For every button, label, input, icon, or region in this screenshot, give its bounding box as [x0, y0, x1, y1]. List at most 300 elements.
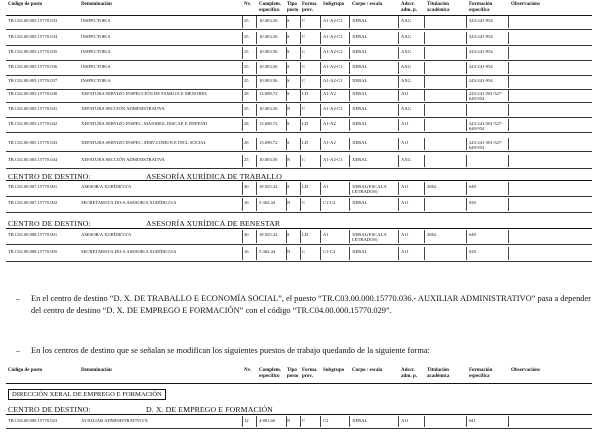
column-divider [300, 247, 301, 260]
row-rule [6, 29, 592, 30]
column-divider [320, 182, 321, 195]
cell-tipo: N [287, 157, 291, 162]
cell-complemento: 13.698,72 [259, 91, 278, 96]
header-codigo: Código de posto [8, 368, 43, 373]
cell-complemento: 5.362,44 [259, 249, 276, 254]
cell-codigo: TR.C02.00.005.15770.042 [8, 121, 58, 126]
column-divider [256, 104, 257, 116]
column-divider [320, 76, 321, 88]
column-divider [242, 89, 243, 101]
column-divider [349, 62, 350, 74]
cell-tipo: S [287, 18, 290, 23]
header-forma: Forma prov. [302, 2, 317, 13]
cell-subgrupo: C1-C2 [323, 249, 336, 254]
cell-codigo: TR.C02.00.005.15770.040 [8, 91, 58, 96]
column-divider [320, 47, 321, 59]
column-divider [349, 182, 350, 195]
cell-adscricion: AXG [401, 157, 411, 162]
column-divider [424, 198, 425, 211]
cell-complemento: 18.025,32 [259, 232, 278, 237]
cell-adscricion: AXG [401, 106, 411, 111]
cell-formacion: 243-241-954 [469, 64, 493, 69]
column-divider [256, 76, 257, 88]
column-divider [242, 32, 243, 44]
cell-subgrupo: C2 [323, 418, 329, 423]
header-titulacion: Titulación académica [427, 2, 450, 13]
column-divider [466, 119, 467, 131]
section-label: CENTRO DE DESTINO: [8, 219, 91, 228]
column-divider [466, 230, 467, 243]
cell-codigo: TR.C02.00.005.15770.041 [8, 106, 58, 111]
column-divider [508, 119, 509, 131]
column-divider [398, 416, 399, 427]
cell-codigo: TR.C02.00.005.15770.044 [8, 157, 58, 162]
column-divider [256, 89, 257, 101]
column-divider [286, 155, 287, 167]
column-divider [466, 76, 467, 88]
cell-formacion: 641 [469, 418, 476, 423]
cell-corpo: XERAL [352, 157, 368, 162]
cell-codigo: TR.C02.00.005.15770.035 [8, 49, 58, 54]
cell-tipo: S [287, 184, 290, 189]
header-subgrupo: Subgrupo [323, 368, 345, 373]
column-divider [256, 198, 257, 211]
column-divider [300, 198, 301, 211]
column-divider [256, 62, 257, 74]
cell-adscricion: A11 [401, 121, 409, 126]
cell-nivel: 28 [244, 91, 249, 96]
bullet-dash: – [16, 294, 21, 303]
cell-forma: LD [302, 184, 309, 189]
cell-formacion: 243-241-501-527-640-954 [469, 121, 503, 131]
cell-formacion: 243-241-954 [469, 78, 493, 83]
cell-subgrupo: A1-A2-C1 [323, 157, 343, 162]
column-divider [466, 32, 467, 44]
cell-tipo: N [287, 106, 291, 111]
cell-tipo: S [287, 34, 290, 39]
paragraph-2 [16, 345, 601, 357]
cell-nivel: 25 [244, 18, 249, 23]
column-divider [398, 32, 399, 44]
cell-corpo: XERAL(ESCALA LETRADOS) [352, 184, 387, 194]
column-divider [300, 89, 301, 101]
header-nivel: Nv. [244, 368, 252, 373]
cell-complemento: 13.698,72 [259, 140, 278, 145]
section-name: ASESORÍA XURÍDICA DE TRABALLO [146, 172, 282, 181]
column-divider [320, 32, 321, 44]
column-divider [286, 47, 287, 59]
cell-denominacion: XEFATURA SECCIÓN ADMINISTRATIVA [81, 157, 165, 162]
column-divider [320, 62, 321, 74]
header-nivel: Nv. [244, 2, 252, 7]
column-divider [398, 89, 399, 101]
column-divider [424, 89, 425, 101]
column-divider [242, 155, 243, 167]
column-divider [466, 182, 467, 195]
cell-formacion: 243-241-501-527-640-954 [469, 140, 503, 150]
cell-codigo: TR.C02.00.007.15770.001 [8, 184, 58, 189]
cell-adscricion: A11 [401, 200, 409, 205]
table-row [0, 154, 615, 168]
cell-subgrupo: A1 [323, 232, 329, 237]
header-rule-bottom [6, 383, 592, 384]
column-divider [424, 16, 425, 28]
column-divider [466, 247, 467, 260]
table-row [0, 61, 615, 75]
paragraph-1 [16, 293, 601, 316]
column-divider [466, 47, 467, 59]
cell-complemento: 10.003,56 [259, 64, 278, 69]
cell-tipo: S [287, 232, 290, 237]
cell-subgrupo: A1-A2 [323, 140, 336, 145]
column-divider [349, 47, 350, 59]
cell-codigo: TR.C02.00.008.15770.001 [8, 232, 58, 237]
cell-denominacion: XEFATURA SERVIZO INSPECCIÓN DE FAMILIA E MENORES [81, 91, 207, 96]
column-divider [300, 76, 301, 88]
column-divider [508, 62, 509, 74]
cell-tipo: N [287, 249, 291, 254]
column-divider [320, 138, 321, 150]
header-tipo: Tipo posto [287, 2, 299, 13]
cell-corpo: XERAL [352, 64, 368, 69]
cell-complemento: 10.003,56 [259, 49, 278, 54]
cell-tipo: S [287, 78, 290, 83]
table-row [0, 229, 615, 244]
cell-adscricion: AXG [401, 34, 411, 39]
column-divider [424, 247, 425, 260]
cell-complemento: 10.003,56 [259, 18, 278, 23]
cell-subgrupo: A1-A2 [323, 91, 336, 96]
cell-adscricion: AXG [401, 78, 411, 83]
column-divider [349, 104, 350, 116]
column-divider [508, 32, 509, 44]
paragraph-text: En el centro de destino “D. X. DE TRABALLO E ECONOMÍA SOCIAL”, el puesto “TR.C03.00.000.15770.036.- AUXILIAR ADMINISTRATIVO” pasa a depender del centro de destino “D. X. DE EMPREGO E FORMACIÓN” con el código “TR.C04.00.000.15770.029”. [31, 294, 591, 315]
cell-denominacion: INSPECTOR/A [81, 34, 111, 39]
column-divider [286, 198, 287, 211]
cell-adscricion: A11 [401, 418, 409, 423]
cell-complemento: 10.003,56 [259, 157, 278, 162]
cell-subgrupo: A1-A2-C1 [323, 18, 343, 23]
row-rule [6, 428, 592, 429]
cell-forma: C [302, 78, 306, 83]
column-divider [320, 155, 321, 167]
column-divider [424, 32, 425, 44]
cell-complemento: 13.698,72 [259, 121, 278, 126]
column-divider [242, 119, 243, 131]
cell-tipo: S [287, 91, 290, 96]
column-divider [286, 89, 287, 101]
cell-formacion: 243-241-954 [469, 34, 493, 39]
cell-denominacion: SECRETARIO/A DO/A ASESOR/A XURÍDICO/A [81, 200, 177, 205]
header-codigo: Código de posto [8, 2, 43, 7]
cell-forma: LD [302, 121, 309, 126]
column-divider [286, 32, 287, 44]
cell-tipo: S [287, 140, 290, 145]
cell-complemento: 4.881,60 [259, 418, 276, 423]
column-divider [466, 16, 467, 28]
column-divider [424, 230, 425, 243]
cell-corpo: XERAL [352, 78, 368, 83]
column-divider [508, 76, 509, 88]
cell-forma: C [302, 106, 306, 111]
cell-denominacion: SECRETARIO/A DO/A ASESOR/A XURÍDICO/A [81, 249, 177, 254]
cell-nivel: 28 [244, 140, 249, 145]
column-divider [320, 416, 321, 427]
cell-corpo: XERAL [352, 418, 368, 423]
cell-forma: C [302, 34, 306, 39]
cell-denominacion: ASESOR/A XURÍDICO/A [81, 184, 132, 189]
column-divider [286, 416, 287, 427]
cell-titulacion: 2062 [427, 184, 437, 189]
boxed-section-title: DIRECCIÓN XERAL DE EMPREGO E FORMACIÓN [8, 389, 166, 400]
header-corpo: Corpo / escala [352, 368, 383, 373]
cell-codigo: TR.C02.00.005.15770.034 [8, 34, 58, 39]
paragraph-text: En los centros de destino que se señalan se modifican los siguientes puestos de trabajo quedando de la siguiente forma: [31, 346, 430, 355]
column-divider [242, 138, 243, 150]
column-divider [242, 104, 243, 116]
cell-adscricion: A11 [401, 140, 409, 145]
row-rule [6, 212, 592, 213]
column-divider [466, 198, 467, 211]
cell-nivel: 25 [244, 106, 249, 111]
column-divider [256, 182, 257, 195]
column-divider [286, 62, 287, 74]
row-rule [6, 168, 592, 169]
cell-adscricion: A11 [401, 91, 409, 96]
section-benestar [8, 219, 280, 228]
column-divider [349, 155, 350, 167]
cell-denominacion: XEFATURA SERVIZO INSPEC. SERV.COMUN E INCL SOCIAL [81, 140, 207, 145]
column-divider [424, 62, 425, 74]
cell-adscricion: AXG [401, 64, 411, 69]
column-divider [256, 16, 257, 28]
column-divider [300, 416, 301, 427]
row-rule [6, 132, 592, 133]
cell-subgrupo: C1-C2 [323, 200, 336, 205]
cell-codigo: TR.C02.00.007.15770.002 [8, 200, 58, 205]
column-divider [398, 76, 399, 88]
column-divider [242, 182, 243, 195]
column-divider [320, 119, 321, 131]
cell-corpo: XERAL [352, 106, 368, 111]
cell-nivel: 25 [244, 64, 249, 69]
column-divider [256, 47, 257, 59]
cell-subgrupo: A1-A2-C1 [323, 78, 343, 83]
header-denominacion: Denominación [81, 368, 112, 373]
column-divider [286, 247, 287, 260]
header-formacion: Formación específica [469, 2, 493, 13]
table-row [0, 137, 615, 151]
cell-nivel: 25 [244, 78, 249, 83]
cell-adscricion: AXG [401, 49, 411, 54]
column-divider [300, 104, 301, 116]
cell-forma: C [302, 249, 306, 254]
cell-nivel: 16 [244, 249, 249, 254]
cell-nivel: 25 [244, 34, 249, 39]
column-divider [286, 230, 287, 243]
column-divider [424, 138, 425, 150]
cell-forma: C [302, 200, 306, 205]
column-divider [349, 76, 350, 88]
column-divider [300, 47, 301, 59]
column-divider [398, 138, 399, 150]
header-observacions: Observacións [511, 368, 540, 373]
column-divider [300, 138, 301, 150]
column-divider [466, 104, 467, 116]
column-divider [508, 138, 509, 150]
cell-corpo: XERAL [352, 34, 368, 39]
column-divider [466, 155, 467, 167]
column-divider [349, 119, 350, 131]
cell-corpo: XERAL [352, 18, 368, 23]
column-divider [242, 247, 243, 260]
cell-complemento: 10.003,56 [259, 78, 278, 83]
column-divider [256, 138, 257, 150]
column-divider [300, 155, 301, 167]
column-divider [320, 247, 321, 260]
column-divider [349, 32, 350, 44]
column-divider [242, 16, 243, 28]
column-divider [508, 47, 509, 59]
column-divider [349, 247, 350, 260]
header-adscr: Adscr. adm. p. [401, 368, 417, 379]
column-divider [349, 230, 350, 243]
cell-tipo: N [287, 418, 291, 423]
column-divider [508, 416, 509, 427]
cell-forma: LD [302, 140, 309, 145]
cell-corpo: XERAL [352, 140, 368, 145]
cell-corpo: XERAL [352, 91, 368, 96]
header-corpo: Corpo / escala [352, 2, 383, 7]
column-divider [398, 230, 399, 243]
cell-formacion: 020 [469, 249, 476, 254]
column-divider [508, 89, 509, 101]
table-row [0, 197, 615, 212]
cell-codigo: TR.C02.00.005.15770.037 [8, 78, 58, 83]
column-divider [508, 16, 509, 28]
column-divider [349, 16, 350, 28]
column-divider [508, 104, 509, 116]
column-divider [466, 138, 467, 150]
cell-complemento: 18.025,32 [259, 184, 278, 189]
cell-formacion: 243-241-954 [469, 49, 493, 54]
cell-nivel: 16 [244, 200, 249, 205]
cell-tipo: S [287, 64, 290, 69]
column-divider [286, 16, 287, 28]
cell-tipo: S [287, 49, 290, 54]
cell-nivel: 12 [244, 418, 249, 423]
cell-forma: C [302, 418, 306, 423]
cell-nivel: 25 [244, 49, 249, 54]
cell-complemento: 5.362,44 [259, 200, 276, 205]
table-row [0, 103, 615, 117]
cell-complemento: 10.003,56 [259, 34, 278, 39]
cell-complemento: 10.003,56 [259, 106, 278, 111]
column-divider [398, 47, 399, 59]
column-divider [349, 198, 350, 211]
cell-titulacion: 2062 [427, 232, 437, 237]
column-divider [242, 76, 243, 88]
cell-subgrupo: A1-A2-C1 [323, 64, 343, 69]
cell-denominacion: XEFATURA SERVIZO INSPEC. MAIORES, DISCAP. E DEPEND [81, 121, 208, 126]
table-row [0, 246, 615, 261]
column-divider [398, 119, 399, 131]
column-divider [300, 32, 301, 44]
cell-denominacion: ASESOR/A XURÍDICO/A [81, 232, 132, 237]
header-tipo: Tipo posto [287, 368, 299, 379]
header-complem: Complem. específico [259, 368, 282, 379]
cell-subgrupo: A1-A2-C1 [323, 34, 343, 39]
column-divider [242, 62, 243, 74]
column-divider [286, 182, 287, 195]
section-label: CENTRO DE DESTINO: [8, 405, 91, 414]
table-row [0, 46, 615, 60]
header-adscr: Adscr. adm. p. [401, 2, 417, 13]
table-row [0, 415, 615, 428]
header-subgrupo: Subgrupo [323, 2, 345, 7]
cell-corpo: XERAL [352, 121, 368, 126]
cell-tipo: N [287, 200, 291, 205]
column-divider [320, 198, 321, 211]
cell-codigo: TR.C02.00.008.15770.005 [8, 249, 58, 254]
cell-subgrupo: A1-A2 [323, 121, 336, 126]
cell-corpo: XERAL [352, 49, 368, 54]
table-row [0, 118, 615, 132]
column-divider [320, 16, 321, 28]
column-divider [508, 155, 509, 167]
cell-adscricion: A11 [401, 249, 409, 254]
section-name: D. X. DE EMPREGO E FORMACIÓN [146, 405, 273, 414]
section-label: CENTRO DE DESTINO: [8, 172, 91, 181]
cell-denominacion: INSPECTOR/A [81, 78, 111, 83]
cell-subgrupo: A1 [323, 184, 329, 189]
header-complem: Complem. específico [259, 2, 282, 13]
column-divider [256, 32, 257, 44]
cell-nivel: 28 [244, 121, 249, 126]
cell-denominacion: INSPECTOR/A [81, 49, 111, 54]
section-name: ASESORÍA XURÍDICA DE BENESTAR [146, 219, 281, 228]
column-divider [466, 89, 467, 101]
row-rule [6, 151, 592, 152]
cell-codigo: TR.C02.00.005.15770.043 [8, 140, 58, 145]
column-divider [508, 182, 509, 195]
cell-corpo: XERAL(ESCALA LETRADOS) [352, 232, 387, 242]
table-row [0, 88, 615, 102]
cell-denominacion: XEFATURA SECCIÓN ADMINISTRATIVA [81, 106, 165, 111]
row-rule [6, 244, 592, 245]
column-divider [424, 47, 425, 59]
column-divider [424, 104, 425, 116]
column-divider [256, 119, 257, 131]
column-divider [242, 198, 243, 211]
cell-formacion: 640 [469, 232, 476, 237]
column-divider [300, 16, 301, 28]
column-divider [320, 89, 321, 101]
header-forma: Forma prov. [302, 368, 317, 379]
column-divider [349, 416, 350, 427]
column-divider [320, 104, 321, 116]
cell-subgrupo: A1-A2-C1 [323, 49, 343, 54]
cell-formacion: 243-241-954 [469, 18, 493, 23]
cell-denominacion: INSPECTOR/A [81, 64, 111, 69]
cell-corpo: XERAL [352, 249, 368, 254]
cell-formacion: 020 [469, 200, 476, 205]
column-divider [256, 416, 257, 427]
cell-tipo: S [287, 121, 290, 126]
cell-subgrupo: A1-A2-C1 [323, 106, 343, 111]
column-divider [300, 62, 301, 74]
cell-nivel: 25 [244, 157, 249, 162]
